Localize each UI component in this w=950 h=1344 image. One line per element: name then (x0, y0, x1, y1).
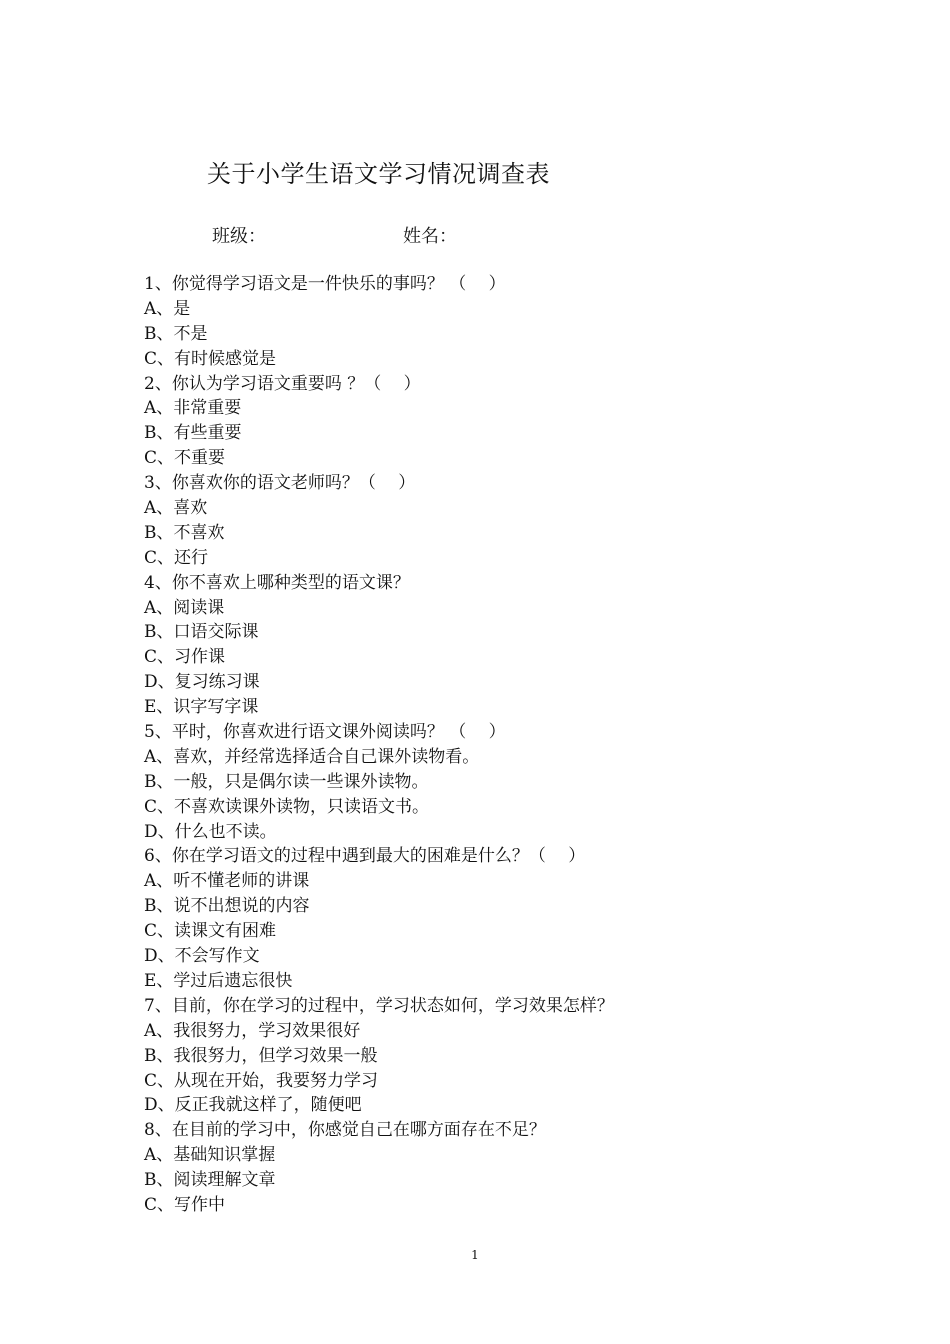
question-text: 3、你喜欢你的语文老师吗？（ ） (144, 473, 416, 494)
answer-option: D、复习练习课 (144, 672, 260, 693)
answer-option: D、什么也不读。 (144, 821, 277, 842)
answer-option: C、不重要 (144, 448, 226, 469)
answer-option: B、不是 (144, 323, 208, 344)
answer-option: A、阅读课 (144, 597, 225, 618)
answer-option: A、听不懂老师的讲课 (144, 871, 310, 892)
answer-option: B、阅读理解文章 (144, 1170, 276, 1191)
answer-option: D、不会写作文 (144, 946, 260, 967)
question-text: 5、平时，你喜欢进行语文课外阅读吗？ （ ） (144, 722, 506, 743)
answer-option: C、有时候感觉是 (144, 348, 277, 369)
question-text: 4、你不喜欢上哪种类型的语文课？ (144, 572, 410, 593)
answer-option: B、不喜欢 (144, 522, 225, 543)
answer-option: B、说不出想说的内容 (144, 896, 310, 917)
answer-option: B、有些重要 (144, 423, 242, 444)
answer-option: C、习作课 (144, 647, 226, 668)
page-number: 1 (471, 1248, 479, 1262)
class-label: 班级： (212, 226, 266, 247)
answer-option: A、基础知识掌握 (144, 1145, 276, 1166)
answer-option: B、口语交际课 (144, 622, 259, 643)
document-title: 关于小学生语文学习情况调查表 (207, 160, 550, 188)
answer-option: A、我很努力，学习效果很好 (144, 1020, 361, 1041)
answer-option: E、学过后遗忘很快 (144, 970, 293, 991)
question-text: 2、你认为学习语文重要吗 ？（ ） (144, 373, 421, 394)
survey-questions (144, 272, 864, 1218)
question-text: 6、你在学习语文的过程中遇到最大的困难是什么？（ ） (144, 846, 586, 867)
question-text: 1、你觉得学习语文是一件快乐的事吗？ （ ） (144, 274, 506, 294)
answer-option: C、读课文有困难 (144, 921, 277, 942)
answer-option: A、喜欢，并经常选择适合自己课外读物看。 (144, 746, 480, 767)
answer-option: A、非常重要 (144, 398, 242, 419)
answer-option: C、从现在开始，我要努力学习 (144, 1070, 379, 1091)
answer-option: D、反正我就这样了，随便吧 (144, 1095, 362, 1116)
answer-option: A、喜欢 (144, 498, 208, 519)
answer-option: A、是 (144, 298, 191, 319)
answer-option: C、还行 (144, 547, 209, 568)
answer-option: C、写作中 (144, 1194, 226, 1215)
answer-option: E、识字写字课 (144, 697, 259, 718)
answer-option: B、我很努力，但学习效果一般 (144, 1045, 378, 1066)
question-text: 7、目前，你在学习的过程中，学习状态如何，学习效果怎样？ (144, 995, 614, 1016)
answer-option: C、不喜欢读课外读物，只读语文书。 (144, 796, 430, 817)
answer-option: B、一般，只是偶尔读一些课外读物。 (144, 771, 429, 792)
question-text: 8、在目前的学习中，你感觉自己在哪方面存在不足？ (144, 1120, 546, 1141)
name-label: 姓名： (403, 226, 457, 247)
